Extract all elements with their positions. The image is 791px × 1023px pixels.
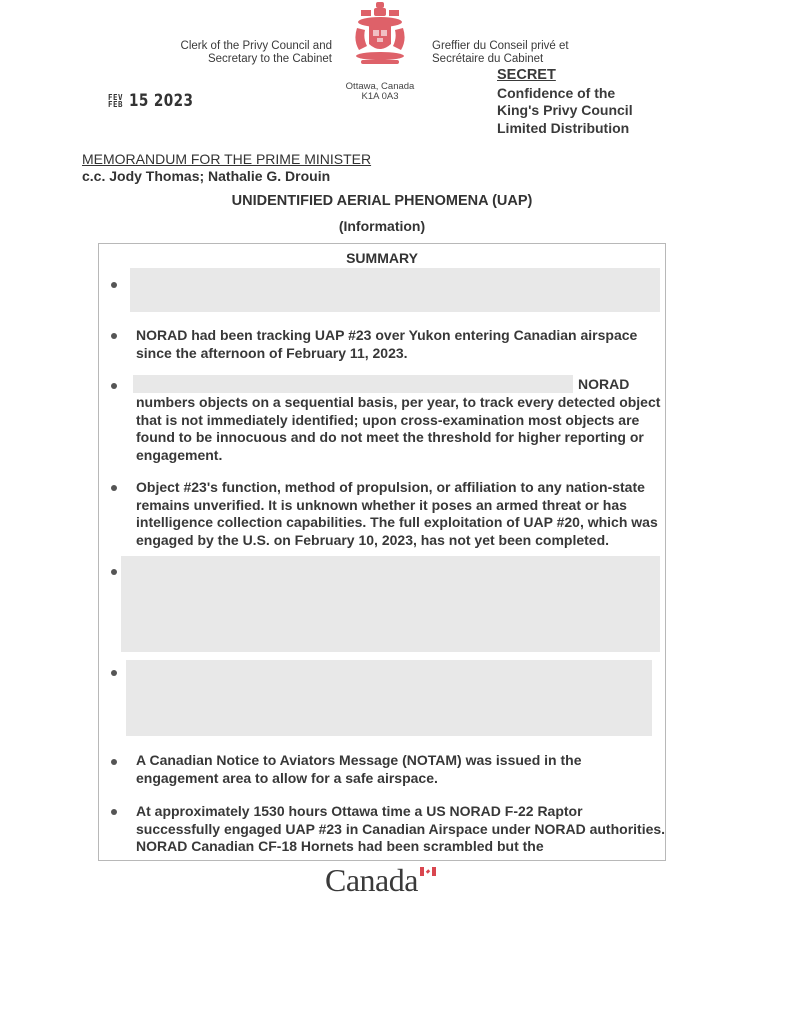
date-stamp-month [108, 94, 123, 108]
memo-cc: c.c. Jody Thomas; Nathalie G. Drouin [82, 168, 331, 184]
summary-item-text: At approximately 1530 hours Ottawa time a US NORAD F-22 Raptor successfully engaged UAP #23 in Canadian Airspace under NORAD authorities. NORAD Canadian CF-18 Hornets had been scrambled but the [136, 803, 666, 854]
memo-title: UNIDENTIFIED AERIAL PHENOMENA (UAP) [231, 193, 533, 209]
clerk-title-en-line1: Clerk of the Privy Council and [180, 40, 332, 52]
address-postal: K1A 0A3 [361, 91, 399, 102]
date-stamp [108, 91, 209, 111]
bullet-icon [111, 759, 117, 765]
redaction-block [130, 268, 660, 312]
summary-item-text: Object #23's function, method of propulsion, or affiliation to any nation-state remains unverified. It is unknown whether it poses an armed threat or has intelligence collection capabilities. The full exploitation of UAP #20, which was engaged by the U.S. on February 10, 2023, has not yet been completed. [136, 479, 658, 548]
bullet-icon [111, 670, 117, 676]
classification-block [497, 67, 697, 137]
office-address [337, 82, 423, 102]
canada-wordmark-text: Canada [325, 862, 418, 898]
month-fr: FEV [108, 93, 124, 102]
memo-subtitle: (Information) [338, 218, 426, 234]
coat-of-arms-icon [347, 0, 413, 70]
redaction-block [121, 556, 660, 652]
bullet-icon [111, 809, 117, 815]
clerk-title-fr [432, 40, 632, 66]
redaction-inline [133, 375, 573, 393]
bullet-icon [111, 569, 117, 575]
date-stamp-day-year: 15 2023 [129, 91, 194, 111]
bullet-icon [111, 333, 117, 339]
clerk-title-en-line2: Secretary to the Cabinet [207, 53, 332, 65]
classification-line2: King's Privy Council [497, 102, 633, 118]
classification-level: SECRET [497, 67, 556, 83]
address-city: Ottawa, Canada [345, 81, 415, 92]
summary-item-text-tail: NORAD [578, 376, 630, 392]
clerk-title-fr-line2: Secrétaire du Cabinet [432, 53, 544, 65]
month-en: FEB [108, 100, 124, 109]
memo-recipient: MEMORANDUM FOR THE PRIME MINISTER [82, 151, 372, 167]
summary-heading: SUMMARY [346, 250, 418, 266]
summary-item-text: A Canadian Notice to Aviators Message (NOTAM) was issued in the engagement area to allow for a safe airspace. [136, 752, 582, 786]
bullet-icon [111, 282, 117, 288]
bullet-icon [111, 485, 117, 491]
bullet-icon [111, 383, 117, 389]
classification-line1: Confidence of the [497, 84, 616, 101]
canada-wordmark [325, 862, 445, 896]
summary-item-text: numbers objects on a sequential basis, per year, to track every detected object that is not immediately identified; upon cross-examination most objects are found to be innocuous and do not meet the threshold for higher reporting or engagement. [136, 394, 661, 463]
canada-flag-icon [420, 867, 436, 876]
clerk-title-en [150, 40, 332, 66]
summary-item-text: NORAD had been tracking UAP #23 over Yukon entering Canadian airspace since the afternoon of February 11, 2023. [136, 327, 638, 361]
clerk-title-fr-line1: Greffier du Conseil privé et [432, 40, 569, 52]
redaction-block [126, 660, 652, 736]
classification-line3: Limited Distribution [497, 119, 630, 136]
